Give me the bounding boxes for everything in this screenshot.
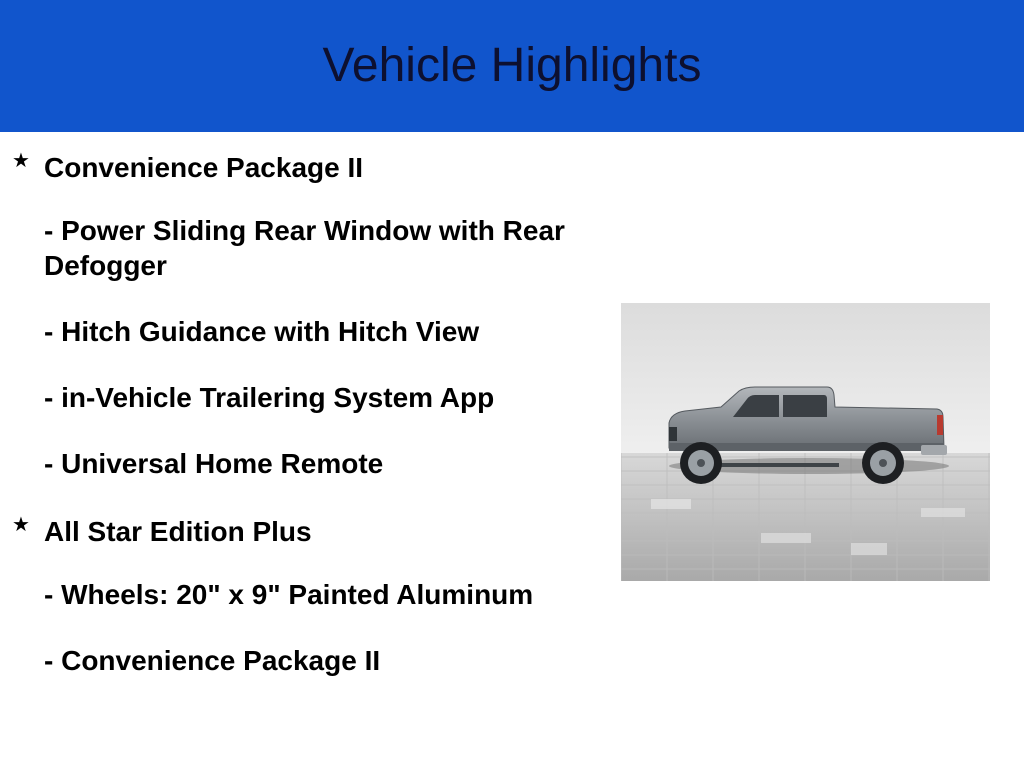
page-title: Vehicle Highlights [322, 39, 702, 92]
header-banner [0, 0, 1024, 132]
section-heading: All Star Edition Plus [44, 516, 312, 547]
section-heading: Convenience Package II [44, 152, 364, 183]
feature-item: - Universal Home Remote [44, 448, 384, 479]
vehicle-photo [621, 303, 990, 581]
star-icon: ★ [12, 512, 30, 536]
highlights-list [0, 132, 600, 768]
feature-item: - Hitch Guidance with Hitch View [44, 316, 480, 347]
feature-item: - Convenience Package II [44, 645, 381, 676]
feature-item: - in-Vehicle Trailering System App [44, 382, 495, 413]
feature-item: - Wheels: 20" x 9" Painted Aluminum [44, 579, 534, 610]
star-icon: ★ [12, 148, 30, 172]
feature-item: - Power Sliding Rear Window with Rear Defogger [44, 215, 565, 281]
